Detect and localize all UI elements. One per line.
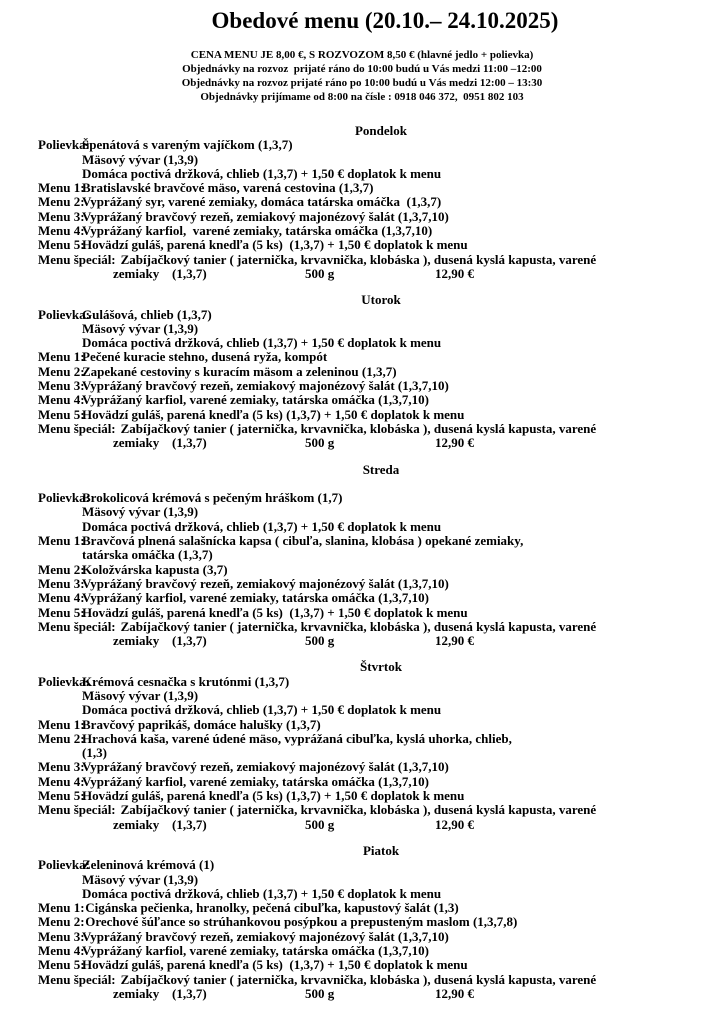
row-label: Menu 1:	[38, 900, 85, 916]
row-text: Vyprážaný karfiol, varené zemiaky, tatárska omáčka (1,3,7,10)	[82, 773, 430, 789]
row-label: Menu 1:	[38, 533, 85, 549]
row-label: Menu 4:	[38, 223, 85, 239]
row-text: Mäsový vývar (1,3,9)	[82, 871, 199, 887]
row-text: Mäsový vývar (1,3,9)	[82, 504, 199, 520]
menu-row	[0, 591, 724, 605]
row-text: tatárska omáčka (1,3,7)	[82, 547, 213, 563]
row-label: Menu 4:	[38, 773, 85, 789]
menu-row	[0, 732, 724, 746]
special-allergens: (1,3,7)	[172, 985, 207, 1001]
menu-row	[0, 350, 724, 364]
row-text: Gulášová, chlieb (1,3,7)	[82, 306, 212, 322]
menu-row	[0, 577, 724, 591]
special-portion-item: zemiaky	[113, 435, 160, 451]
menu-row	[0, 789, 724, 803]
row-text: Vyprážaný bravčový rezeň, zemiakový majonézový šalát (1,3,7,10)	[82, 208, 449, 224]
menu-row	[0, 253, 724, 267]
menu-row	[0, 958, 724, 972]
special-portion-item: zemiaky	[113, 265, 160, 281]
row-label: Menu 2:	[38, 561, 85, 577]
row-label: Menu špeciál:	[38, 618, 116, 634]
menu-row	[0, 887, 724, 901]
menu-row	[0, 703, 724, 717]
row-text: Mäsový vývar (1,3,9)	[82, 151, 199, 167]
page-title: Obedové menu (20.10.– 24.10.2025)	[211, 8, 559, 33]
header-info	[0, 48, 724, 104]
special-weight: 500 g	[305, 265, 335, 281]
header-info-line: Objednávky na rozvoz prijaté ráno po 10:00 budú u Vás medzi 12:00 – 13:30	[181, 77, 543, 89]
menu-row	[0, 760, 724, 774]
menu-row	[0, 422, 724, 436]
menu-row	[0, 915, 724, 929]
menu-row	[0, 873, 724, 887]
row-text: Domáca poctivá držková, chlieb (1,3,7) + 1,50 € doplatok k menu	[82, 518, 442, 534]
special-portion-item: zemiaky	[113, 633, 160, 649]
row-label: Menu 5:	[38, 957, 85, 973]
row-text: Bravčová plnená salašnícka kapsa ( cibuľa, slanina, klobása ) opekané zemiaky,	[82, 533, 524, 549]
special-portion-item: zemiaky	[113, 985, 160, 1001]
row-text: Brokolicová krémová s pečeným hráškom (1,7)	[82, 490, 343, 506]
special-allergens: (1,3,7)	[172, 816, 207, 832]
row-label: Menu 4:	[38, 590, 85, 606]
row-text: Zabíjačkový tanier ( jaternička, krvavnička, klobáska ), dusená kyslá kapusta, varené	[120, 251, 597, 267]
menu-row	[0, 393, 724, 407]
row-text: Hovädzí guláš, parená knedľa (5 ks) (1,3,7) + 1,50 € doplatok k menu	[82, 406, 465, 422]
row-text: Vyprážaný karfiol, varené zemiaky, tatárska omáčka (1,3,7,10)	[82, 590, 430, 606]
row-label: Menu špeciál:	[38, 802, 116, 818]
menu-row	[0, 267, 724, 281]
special-price: 12,90 €	[435, 435, 474, 451]
special-allergens: (1,3,7)	[172, 265, 207, 281]
row-label: Menu 2:	[38, 194, 85, 210]
row-label: Menu špeciál:	[38, 251, 116, 267]
day-heading: Štvrtok	[360, 659, 402, 675]
row-label: Menu 5:	[38, 788, 85, 804]
row-text: Zeleninová krémová (1)	[82, 857, 215, 873]
row-label: Menu 3:	[38, 208, 85, 224]
menu-row	[0, 210, 724, 224]
row-label: Menu špeciál:	[38, 971, 116, 987]
special-weight: 500 g	[305, 435, 335, 451]
day-rows	[0, 858, 724, 1001]
menu-row	[0, 181, 724, 195]
menu-row	[0, 973, 724, 987]
day-section-1	[0, 124, 724, 281]
menu-row	[0, 505, 724, 519]
special-allergens: (1,3,7)	[172, 435, 207, 451]
row-label: Menu špeciál:	[38, 420, 116, 436]
special-weight: 500 g	[305, 985, 335, 1001]
row-label: Polievka:	[38, 490, 90, 506]
special-weight: 500 g	[305, 816, 335, 832]
row-label: Menu 1:	[38, 349, 85, 365]
days-container	[0, 124, 724, 1001]
row-text: Koložvárska kapusta (3,7)	[82, 561, 228, 577]
menu-row	[0, 379, 724, 393]
special-allergens: (1,3,7)	[172, 633, 207, 649]
menu-row	[0, 563, 724, 577]
row-label: Menu 5:	[38, 237, 85, 253]
special-portion-item: zemiaky	[113, 816, 160, 832]
row-text: Domáca poctivá držková, chlieb (1,3,7) + 1,50 € doplatok k menu	[82, 702, 442, 718]
row-text: Vyprážaný karfiol, varené zemiaky, tatárska omáčka (1,3,7,10)	[82, 392, 430, 408]
row-text: Vyprážaný bravčový rezeň, zemiakový majonézový šalát (1,3,7,10)	[82, 759, 449, 775]
menu-row	[0, 520, 724, 534]
day-rows	[0, 308, 724, 451]
row-text: Cigánska pečienka, hranolky, pečená cibuľka, kapustový šalát (1,3)	[82, 900, 459, 916]
menu-row	[0, 689, 724, 703]
menu-row	[0, 775, 724, 789]
menu-row	[0, 195, 724, 209]
row-text: Zabíjačkový tanier ( jaternička, krvavnička, klobáska ), dusená kyslá kapusta, varené	[120, 802, 597, 818]
menu-row	[0, 365, 724, 379]
menu-row	[0, 930, 724, 944]
row-text: Zabíjačkový tanier ( jaternička, krvavnička, klobáska ), dusená kyslá kapusta, varené	[120, 420, 597, 436]
menu-row	[0, 436, 724, 450]
day-rows	[0, 675, 724, 832]
day-section-5	[0, 844, 724, 1001]
row-label: Menu 5:	[38, 604, 85, 620]
day-heading: Piatok	[362, 842, 400, 858]
menu-row	[0, 901, 724, 915]
row-text: Hrachová kaša, varené údené mäso, vyprážaná cibuľka, kyslá uhorka, chlieb,	[82, 730, 512, 746]
menu-document	[0, 6, 724, 1030]
row-label: Menu 1:	[38, 716, 85, 732]
day-heading: Pondelok	[354, 123, 407, 138]
special-price: 12,90 €	[435, 816, 474, 832]
day-heading: Streda	[362, 461, 400, 477]
menu-row	[0, 322, 724, 336]
day-section-4	[0, 660, 724, 832]
row-label: Menu 3:	[38, 378, 85, 394]
menu-row	[0, 858, 724, 872]
menu-row	[0, 408, 724, 422]
menu-row	[0, 987, 724, 1001]
row-text: Špenátová s vareným vajíčkom (1,3,7)	[82, 137, 293, 153]
menu-row	[0, 634, 724, 648]
header-info-line: CENA MENU JE 8,00 €, S ROZVOZOM 8,50 € (hlavné jedlo + polievka)	[190, 49, 534, 61]
row-label: Menu 2:	[38, 730, 85, 746]
menu-row	[0, 620, 724, 634]
row-text: Hovädzí guláš, parená knedľa (5 ks) (1,3,7) + 1,50 € doplatok k menu	[82, 788, 465, 804]
header-info-line: Objednávky prijímame od 8:00 na čísle : 0918 046 372, 0951 802 103	[200, 91, 524, 103]
row-text: Domáca poctivá držková, chlieb (1,3,7) + 1,50 € doplatok k menu	[82, 165, 442, 181]
special-price: 12,90 €	[435, 985, 474, 1001]
row-label: Polievka:	[38, 137, 90, 153]
menu-row	[0, 746, 724, 760]
row-text: Hovädzí guláš, parená knedľa (5 ks) (1,3,7) + 1,50 € doplatok k menu	[82, 604, 468, 620]
row-label: Menu 3:	[38, 575, 85, 591]
day-heading: Utorok	[361, 292, 401, 308]
menu-row	[0, 606, 724, 620]
menu-row	[0, 336, 724, 350]
menu-row	[0, 491, 724, 505]
row-label: Menu 4:	[38, 392, 85, 408]
menu-row	[0, 153, 724, 167]
row-label: Menu 5:	[38, 406, 85, 422]
row-text: Hovädzí guláš, parená knedľa (5 ks) (1,3,7) + 1,50 € doplatok k menu	[82, 237, 468, 253]
row-text: Vyprážaný syr, varené zemiaky, domáca tatárska omáčka (1,3,7)	[82, 194, 442, 210]
row-label: Menu 2:	[38, 914, 85, 930]
menu-row	[0, 224, 724, 238]
menu-row	[0, 534, 724, 548]
row-text: Vyprážaný bravčový rezeň, zemiakový majonézový šalát (1,3,7,10)	[82, 575, 449, 591]
day-rows	[0, 491, 724, 648]
row-label: Polievka:	[38, 673, 90, 689]
header-info-line: Objednávky na rozvoz prijaté ráno do 10:00 budú u Vás medzi 11:00 –12:00	[182, 63, 542, 75]
menu-row	[0, 238, 724, 252]
row-text: Vyprážaný karfiol, varené zemiaky, tatárska omáčka (1,3,7,10)	[82, 223, 433, 239]
menu-row	[0, 803, 724, 817]
row-text: Vyprážaný karfiol, varené zemiaky, tatárska omáčka (1,3,7,10)	[82, 943, 430, 959]
row-label: Menu 3:	[38, 759, 85, 775]
row-text: Domáca poctivá držková, chlieb (1,3,7) + 1,50 € doplatok k menu	[82, 885, 442, 901]
menu-row	[0, 718, 724, 732]
row-text: Vyprážaný bravčový rezeň, zemiakový majonézový šalát (1,3,7,10)	[82, 378, 449, 394]
row-label: Menu 4:	[38, 943, 85, 959]
row-label: Polievka:	[38, 306, 90, 322]
row-text: Zapekané cestoviny s kuracím mäsom a zeleninou (1,3,7)	[82, 363, 397, 379]
day-rows	[0, 138, 724, 281]
row-text: Mäsový vývar (1,3,9)	[82, 687, 199, 703]
row-label: Menu 3:	[38, 928, 85, 944]
special-price: 12,90 €	[435, 265, 474, 281]
menu-row	[0, 944, 724, 958]
row-text: Orechové šúľance so strúhankovou posýpkou a prepusteným maslom (1,3,7,8)	[82, 914, 518, 930]
row-text: Vyprážaný bravčový rezeň, zemiakový majonézový šalát (1,3,7,10)	[82, 928, 449, 944]
row-text: (1,3)	[82, 745, 107, 761]
row-text: Pečené kuracie stehno, dusená ryža, kompót	[82, 349, 328, 365]
row-text: Bratislavské bravčové mäso, varená cestovina (1,3,7)	[82, 180, 374, 196]
menu-row	[0, 138, 724, 152]
row-label: Polievka:	[38, 857, 90, 873]
row-text: Bravčový paprikáš, domáce halušky (1,3,7)	[82, 716, 321, 732]
menu-row	[0, 308, 724, 322]
row-label: Menu 1:	[38, 180, 85, 196]
menu-row	[0, 675, 724, 689]
day-section-2	[0, 293, 724, 450]
row-text: Domáca poctivá držková, chlieb (1,3,7) + 1,50 € doplatok k menu	[82, 335, 442, 351]
row-text: Krémová cesnačka s krutónmi (1,3,7)	[82, 673, 290, 689]
menu-row	[0, 548, 724, 562]
row-text: Zabíjačkový tanier ( jaternička, krvavnička, klobáska ), dusená kyslá kapusta, varené	[120, 971, 597, 987]
menu-row	[0, 818, 724, 832]
day-section-3	[0, 463, 724, 649]
menu-row	[0, 167, 724, 181]
row-label: Menu 2:	[38, 363, 85, 379]
row-text: Mäsový vývar (1,3,9)	[82, 320, 199, 336]
special-weight: 500 g	[305, 633, 335, 649]
special-price: 12,90 €	[435, 633, 474, 649]
row-text: Zabíjačkový tanier ( jaternička, krvavnička, klobáska ), dusená kyslá kapusta, varené	[120, 618, 597, 634]
row-text: Hovädzí guláš, parená knedľa (5 ks) (1,3,7) + 1,50 € doplatok k menu	[82, 957, 468, 973]
